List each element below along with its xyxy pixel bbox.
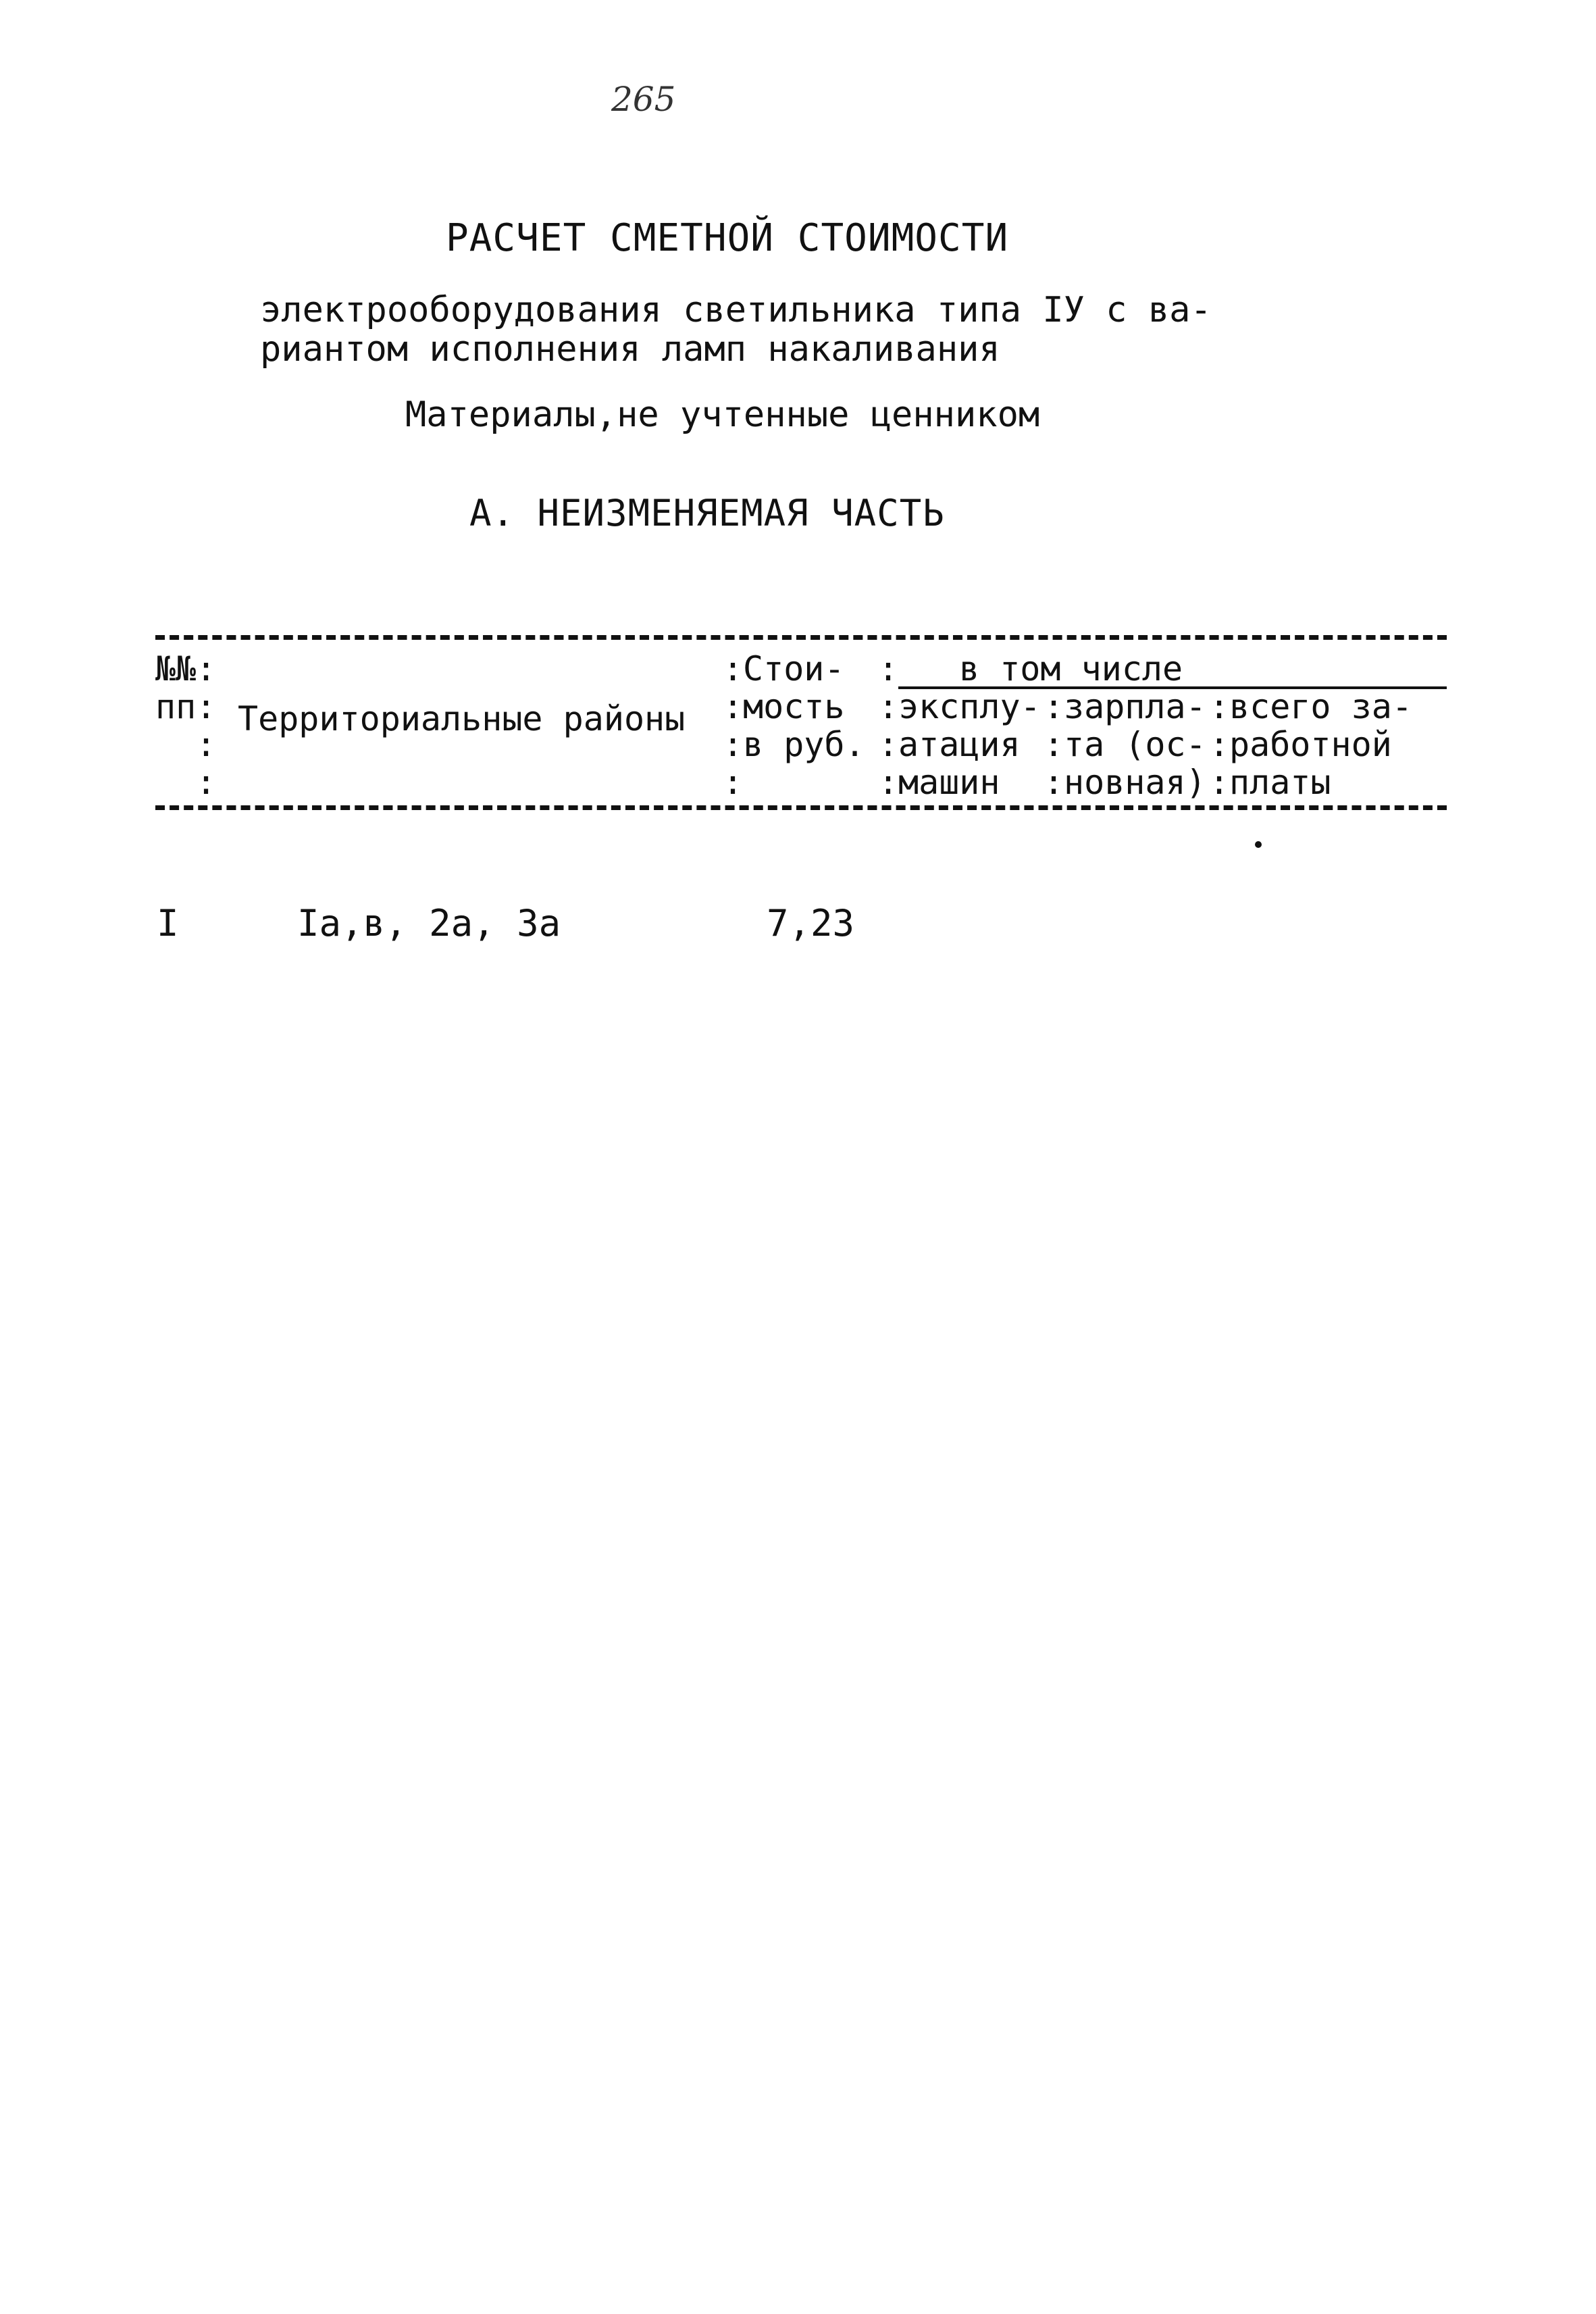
column-separator: : : : [1044,687,1064,802]
column-separator: : : : [1209,687,1230,802]
stray-mark [1255,841,1262,848]
header-salary-line1: зарпла- [1064,687,1206,726]
table-top-rule [155,635,1447,640]
header-total-line2: работной [1229,725,1392,764]
materials-note: Материалы,не учтенные ценником [405,395,1040,435]
row-territory: Iа,в, 2а, 3а [297,902,561,945]
header-total-line1: всего за- [1229,687,1412,726]
header-territory: Территориальные районы [238,699,686,738]
row-cost: 7,23 [767,902,855,945]
document-title: РАСЧЕТ СМЕТНОЙ СТОИМОСТИ [446,216,1009,260]
header-num-line1: №№ [155,649,197,688]
header-salary-line2: та (ос- [1064,725,1206,764]
page-number: 265 [611,80,676,119]
header-cost-line1: Стои- [743,649,845,688]
document-subtitle [260,291,1212,369]
header-total-line3: платы [1229,763,1331,802]
subtitle-line-2: риантом исполнения ламп накаливания [260,329,1000,370]
header-num-line2: пп [155,687,197,726]
header-including: в том числе [959,649,1183,688]
subtitle-line-1: электрооборудования светильника типа IУ с ва- [260,290,1212,330]
header-cost-line2: мость [743,687,845,726]
header-salary-line3: новная) [1064,763,1206,802]
header-exploitation-line3: машин [898,763,1000,802]
header-cost-line3: в руб. [743,725,865,764]
section-title: А. НЕИЗМЕНЯЕМАЯ ЧАСТЬ [469,492,945,534]
table-header-bottom-rule [155,805,1447,810]
column-separator: : : : : [723,649,744,802]
header-exploitation-line2: атация [898,725,1021,764]
column-separator: : : : : [878,649,899,802]
row-num: I [157,902,179,945]
header-exploitation-line1: эксплу- [898,687,1041,726]
column-separator: : : : : [196,649,217,802]
